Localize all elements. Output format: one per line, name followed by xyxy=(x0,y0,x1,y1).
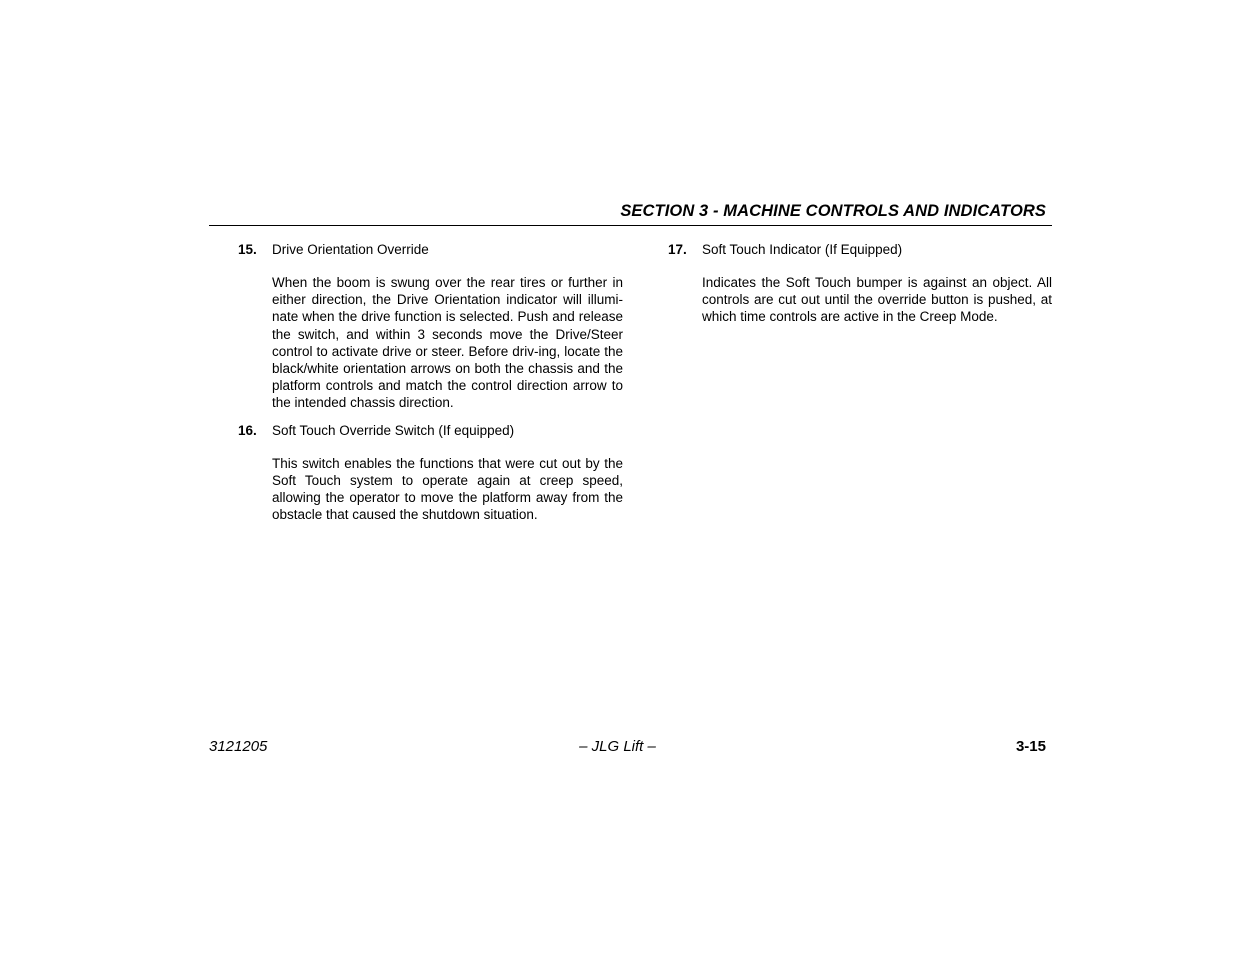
list-item-17 xyxy=(668,240,1052,326)
item-body: This switch enables the functions that were cut out by the Soft Touch system to operate again at creep speed, allowing the operator to move the platform away from the obstacle that caused the shutdown situation. xyxy=(272,455,623,523)
item-title: Soft Touch Override Switch (If equipped) xyxy=(272,422,515,438)
section-header xyxy=(209,201,1052,226)
footer-page-number: 3-15 xyxy=(1015,738,1046,755)
item-number: 17. xyxy=(668,242,687,257)
section-title: SECTION 3 - MACHINE CONTROLS AND INDICATORS xyxy=(620,202,1046,220)
item-title: Soft Touch Indicator (If Equipped) xyxy=(702,242,903,257)
left-column xyxy=(238,240,623,532)
right-column xyxy=(668,240,1052,335)
item-number: 16. xyxy=(238,422,257,438)
item-body: When the boom is swung over the rear tires or further in either direction, the Drive Orientation indicator will illumi-nate when the drive function is selected. Push and release the switch, and within 3 seconds move the Drive/Steer control to activate drive or steer. Before driv-ing, locate the black/white orientation arrows on both the chassis and the platform controls and match the control direction arrow to the intended chassis direction. xyxy=(272,275,623,411)
item-body: Indicates the Soft Touch bumper is against an object. All controls are cut out until the override button is pushed, at which time controls are active in the Creep Mode. xyxy=(702,275,1052,325)
footer-brand: – JLG Lift – xyxy=(579,738,656,755)
item-title: Drive Orientation Override xyxy=(272,242,429,257)
footer-doc-number: 3121205 xyxy=(209,738,268,755)
item-number: 15. xyxy=(238,242,257,257)
list-item-15 xyxy=(238,240,623,412)
list-item-16 xyxy=(238,421,623,524)
